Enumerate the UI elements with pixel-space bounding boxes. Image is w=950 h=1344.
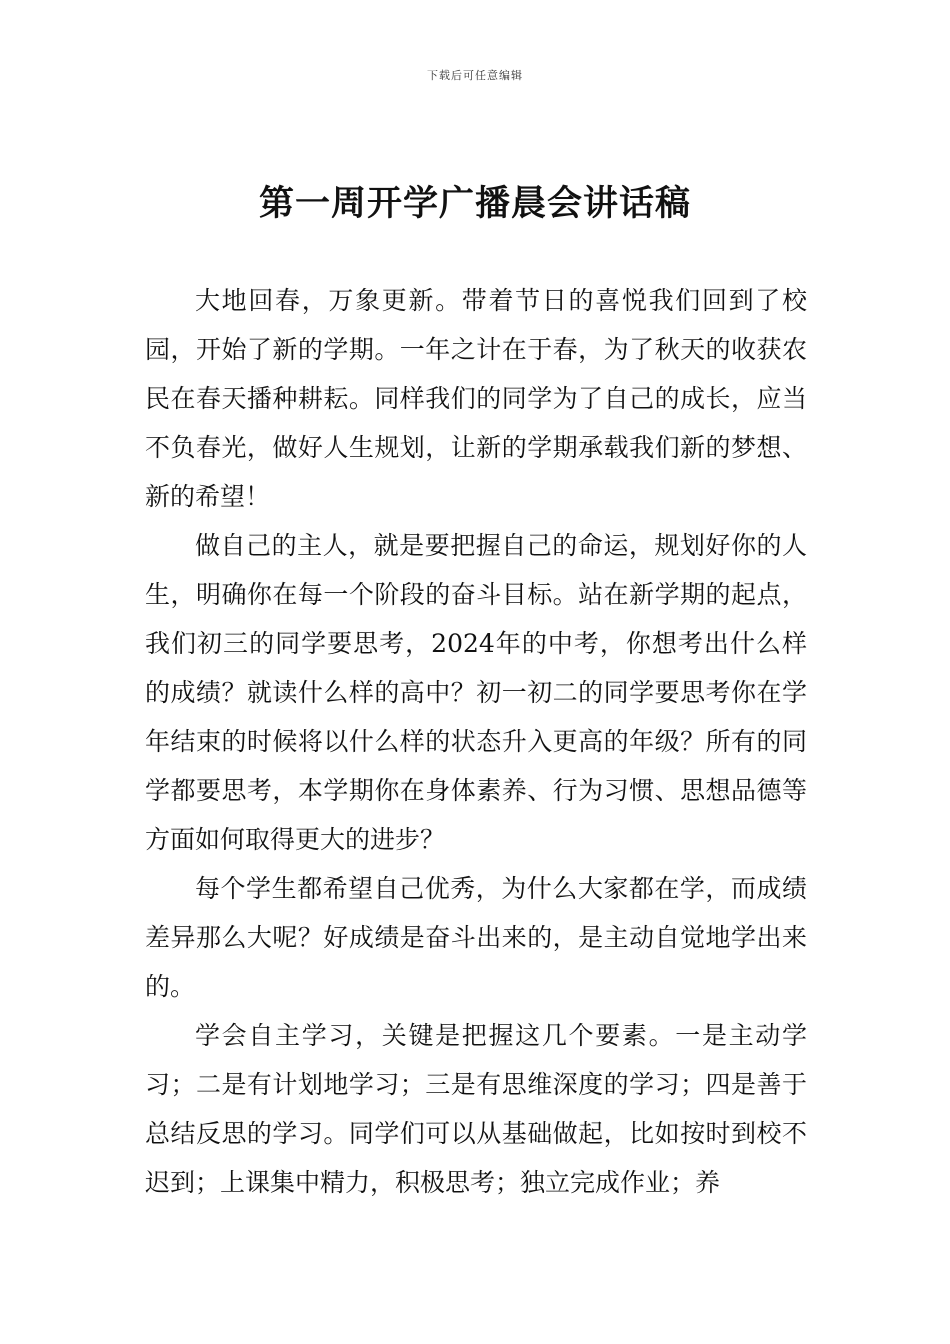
paragraph: 学会自主学习，关键是把握这几个要素。一是主动学习；二是有计划地学习；三是有思维深度的学习；四是善于总结反思的学习。同学们可以从基础做起，比如按时到校不迟到；上课集中精力，积极思考；独立完成作业；养 [145, 1021, 807, 1197]
paragraph: 做自己的主人，就是要把握自己的命运，规划好你的人生，明确你在每一个阶段的奋斗目标。站在新学期的起点，我们初三的同学要思考，2024年的中考，你想考出什么样的成绩？就读什么样的高中？初一初二的同学要思考你在学年结束的时候将以什么样的状态升入更高的年级？所有的同学都要思考，本学期你在身体素养、行为习惯、思想品德等方面如何取得更大的进步？ [145, 531, 807, 854]
paragraph: 大地回春，万象更新。带着节日的喜悦我们回到了校园，开始了新的学期。一年之计在于春，为了秋天的收获农民在春天播种耕耘。同样我们的同学为了自己的成长，应当不负春光，做好人生规划，让新的学期承载我们新的梦想、新的希望！ [145, 286, 807, 511]
document-title: 第一周开学广播晨会讲话稿 [258, 184, 691, 224]
header-note: 下载后可任意编辑 [427, 69, 523, 82]
document-body [145, 276, 807, 1207]
paragraph: 每个学生都希望自己优秀，为什么大家都在学，而成绩差异那么大呢？好成绩是奋斗出来的，是主动自觉地学出来的。 [145, 874, 807, 1001]
